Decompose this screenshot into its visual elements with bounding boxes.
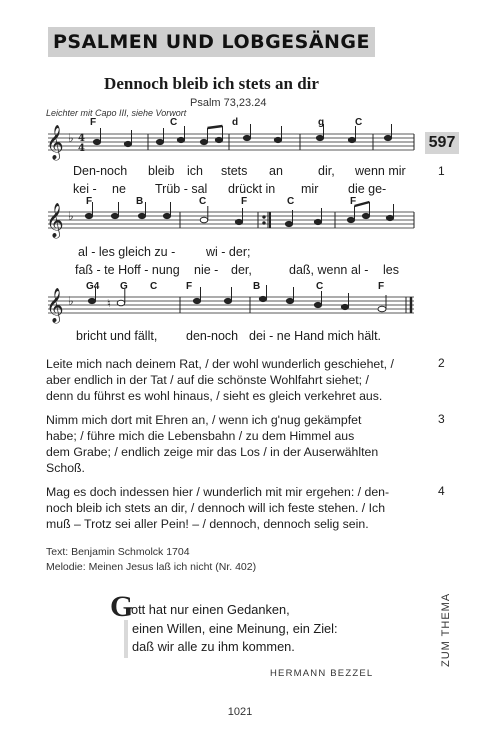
note	[111, 213, 118, 218]
verse-line: noch bleib ich stets an dir, / dennoch will ich feste stehen. / Ich	[46, 501, 386, 515]
verse-number: 2	[438, 356, 445, 370]
note	[274, 137, 281, 142]
lyric-syllable: Den-noch	[73, 164, 128, 178]
psalm-reference: Psalm 73,23.24	[190, 97, 267, 109]
lyric-syllable: nie -	[194, 263, 219, 277]
treble-clef-icon: 𝄞	[46, 203, 64, 238]
lyric-syllable: bleib	[148, 164, 175, 178]
chord: B	[136, 196, 144, 207]
note	[286, 298, 293, 303]
chord: F	[86, 196, 93, 207]
lyric-syllable: an	[269, 164, 283, 178]
chords-system-3	[86, 281, 384, 292]
treble-clef-icon: 𝄞	[46, 288, 64, 323]
notes-system-2	[85, 202, 393, 227]
lyric-syllable: dei - ne Hand mich hält.	[249, 329, 382, 343]
verse-3	[46, 412, 416, 476]
verse-line: habe; / führe mich die Lebensbahn / zu dem Himmel aus	[46, 429, 355, 443]
chord: d	[232, 117, 239, 128]
lyric-syllable: den-noch	[186, 329, 239, 343]
staff-system-2	[48, 212, 414, 228]
lyric-syllable: daß, wenn	[289, 263, 348, 277]
verse-line: Leite mich nach deinem Rat, / der wohl wunderlich geschiehet, /	[46, 357, 394, 371]
treble-clef-icon: 𝄞	[46, 125, 64, 160]
melody-credit: Melodie: Meinen Jesus laß ich nicht (Nr. 402)	[46, 561, 257, 573]
note	[88, 298, 95, 303]
lyric-syllable: wi - der;	[206, 245, 251, 259]
quote-dropcap: G	[110, 590, 134, 623]
chord: B	[253, 281, 261, 292]
note	[85, 213, 92, 218]
verse-line: muß – Trotz sei aller Pein! – / dennoch, dennoch selig sein.	[46, 517, 369, 531]
notes-system-3	[88, 285, 386, 312]
half-note	[200, 217, 208, 223]
quote-author: HERMANN BEZZEL	[270, 668, 374, 679]
quote-accent-bar	[124, 620, 128, 658]
chord: C	[199, 196, 207, 207]
notes-system-1	[93, 124, 391, 147]
note	[243, 135, 250, 140]
note	[314, 302, 321, 307]
natural-sign-icon: ♮	[107, 298, 111, 310]
note	[348, 137, 355, 142]
note	[215, 137, 222, 142]
half-note	[117, 300, 125, 306]
note	[193, 298, 200, 303]
song-number-badge: 597	[425, 132, 459, 154]
verse-line: Schoß.	[46, 461, 85, 475]
note	[347, 217, 354, 222]
lyric-syllable: al - les gleich zu -	[78, 245, 176, 259]
flat-sign-icon: ♭	[68, 131, 74, 145]
chord: g	[318, 117, 325, 128]
verse-4	[46, 484, 416, 532]
lyric-syllable: ich	[187, 164, 203, 178]
chords-system-1	[90, 117, 362, 128]
lyric-syllable: les	[383, 263, 399, 277]
note	[200, 139, 207, 144]
chord: F	[186, 281, 193, 292]
chord: F	[378, 281, 385, 292]
chord: C	[150, 281, 158, 292]
time-signature-bottom: 4	[78, 143, 85, 154]
staff-system-1	[48, 134, 414, 150]
verse-line: dem Grabe; / endlich zeige mir das Los / in der Auserwählten	[46, 445, 379, 459]
lyric-syllable: der,	[231, 263, 252, 277]
flat-sign-icon: ♭	[68, 294, 74, 308]
time-signature-top: 4	[78, 133, 85, 144]
section-banner: PSALMEN UND LOBGESÄNGE	[48, 27, 375, 57]
lyric-syllable: bricht und fällt,	[76, 329, 158, 343]
quote-line: ott hat nur einen Gedanken,	[131, 602, 290, 617]
note	[384, 135, 391, 140]
verse-line: Nimm mich dort mit Ehren an, / wenn ich g'nug gekämpfet	[46, 413, 362, 427]
lyric-syllable: faß - te Hoff - nung	[75, 263, 180, 277]
chord: F	[90, 117, 97, 128]
chords-system-2	[86, 196, 356, 207]
note	[259, 296, 266, 301]
verse-line: denn du führst es wohl hinaus, / sieht es gleich verkehret aus.	[46, 389, 383, 403]
quote-line: daß wir alle zu ihm kommen.	[132, 639, 295, 654]
note	[156, 139, 163, 144]
chord: F	[350, 196, 357, 207]
side-tab-zum-thema[interactable]: ZUM THEMA	[440, 592, 452, 668]
chord: F	[241, 196, 248, 207]
song-title: Dennoch bleib ich stets an dir	[104, 74, 319, 93]
verse-number: 3	[438, 412, 445, 426]
chord: G4	[86, 281, 100, 292]
chord: C	[287, 196, 295, 207]
lyrics-system-3	[76, 329, 381, 343]
text-credit: Text: Benjamin Schmolck 1704	[46, 546, 190, 558]
chord: C	[355, 117, 363, 128]
chord: C	[170, 117, 178, 128]
note	[386, 215, 393, 220]
lyric-syllable: drückt in	[228, 182, 276, 196]
chord: C	[316, 281, 324, 292]
note	[235, 219, 242, 224]
verse-number: 4	[438, 484, 445, 498]
note	[316, 135, 323, 140]
note	[314, 219, 321, 224]
quote-line: einen Willen, eine Meinung, ein Ziel:	[132, 621, 338, 636]
page-number: 1021	[227, 706, 253, 718]
note	[138, 213, 145, 218]
lyric-syllable: stets	[221, 164, 248, 178]
capo-note: Leichter mit Capo III, siehe Vorwort	[46, 108, 187, 118]
lyrics-system-2	[75, 245, 399, 277]
verse-line: Mag es doch indessen hier / wunderlich mit mir ergehen: / den-	[46, 485, 390, 499]
lyric-syllable: mir	[301, 182, 319, 196]
staff-lines	[48, 134, 414, 313]
verse-2	[46, 356, 416, 404]
lyric-syllable: wenn mir	[355, 164, 406, 178]
lyric-syllable: die ge-	[348, 182, 387, 196]
note	[224, 298, 231, 303]
lyric-syllable: ne	[112, 182, 126, 196]
verse-line: aber endlich in der Tat / auf die schönste Wohlfahrt siehet; /	[46, 373, 369, 387]
chord: G	[120, 281, 128, 292]
lyrics-system-1	[73, 164, 445, 196]
flat-sign-icon: ♭	[68, 209, 74, 223]
lyric-syllable: dir,	[318, 164, 335, 178]
note	[177, 137, 184, 142]
note	[341, 304, 348, 309]
note	[124, 141, 131, 146]
lyric-syllable: al -	[351, 263, 369, 277]
half-note	[378, 306, 386, 312]
note	[285, 221, 292, 226]
music-notation	[0, 0, 480, 345]
note	[163, 213, 170, 218]
lyric-syllable: kei -	[73, 182, 97, 196]
note	[93, 139, 100, 144]
verse-number: 1	[438, 164, 445, 178]
note	[362, 213, 369, 218]
lyric-syllable: Trüb - sal	[155, 182, 208, 196]
